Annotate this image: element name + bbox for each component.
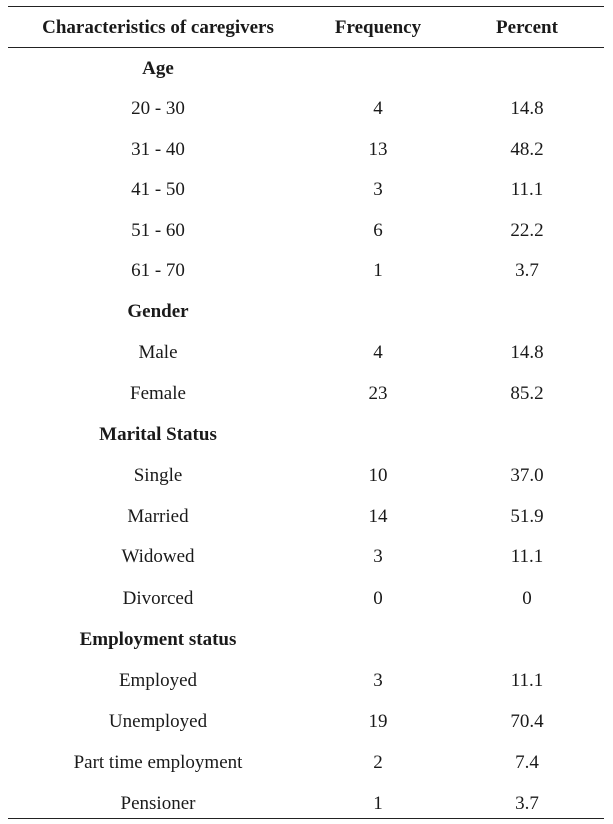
row-frequency: 0 [373,588,383,609]
row-percent: 3.7 [515,793,539,814]
header-characteristics: Characteristics of caregivers [42,17,274,38]
table-row [8,702,604,742]
table-bottom-rule [8,818,604,819]
table-row [8,89,604,129]
row-frequency: 6 [373,220,383,241]
section-title: Age [142,58,174,79]
row-frequency: 3 [373,179,383,200]
row-percent: 11.1 [510,546,544,567]
row-label: Part time employment [73,752,243,773]
row-label: Employed [118,670,198,691]
header-percent: Percent [496,17,558,38]
section-title: Employment status [79,629,237,650]
row-label: 51 - 60 [131,220,185,241]
row-frequency: 23 [368,383,388,404]
row-percent: 37.0 [510,465,544,486]
table-row [8,333,604,373]
row-label: Divorced [122,588,194,609]
section-heading-employment-status [8,620,604,660]
table-row [8,130,604,170]
header-frequency: Frequency [334,17,422,38]
table-row [8,743,604,783]
section-heading-age [8,49,604,89]
table-row [8,456,604,496]
section-heading-gender [8,292,604,332]
row-label: Pensioner [120,793,196,814]
row-percent: 7.4 [515,752,539,773]
row-frequency: 13 [368,139,388,160]
row-percent: 22.2 [510,220,544,241]
table-row [8,537,604,577]
row-frequency: 3 [373,546,383,567]
section-title: Marital Status [99,424,217,445]
table-row [8,497,604,537]
table-row [8,579,604,619]
row-frequency: 14 [368,506,388,527]
row-label: 31 - 40 [131,139,185,160]
table-row [8,374,604,414]
row-label: 61 - 70 [131,260,185,281]
row-percent: 51.9 [510,506,544,527]
row-label: 41 - 50 [131,179,185,200]
row-frequency: 1 [373,260,383,281]
row-frequency: 19 [368,711,388,732]
table-row [8,211,604,251]
section-heading-marital-status [8,415,604,455]
table-header-row [8,8,604,48]
row-frequency: 1 [373,793,383,814]
table-header-rule [8,47,604,48]
row-frequency: 4 [373,342,383,363]
row-frequency: 3 [373,670,383,691]
row-label: Married [127,506,189,527]
row-percent: 70.4 [510,711,544,732]
row-percent: 3.7 [515,260,539,281]
row-label: Single [133,465,183,486]
row-frequency: 2 [373,752,383,773]
row-frequency: 4 [373,98,383,119]
table-row [8,170,604,210]
row-label: Female [130,383,186,404]
row-label: Widowed [121,546,195,567]
section-title: Gender [127,301,189,322]
row-percent: 0 [522,588,532,609]
row-label: 20 - 30 [131,98,185,119]
row-percent: 14.8 [510,98,544,119]
caregiver-characteristics-table [8,0,612,822]
row-frequency: 10 [368,465,388,486]
row-percent: 11.1 [510,670,544,691]
table-row [8,661,604,701]
table-row [8,251,604,291]
row-label: Male [138,342,178,363]
row-percent: 14.8 [510,342,544,363]
row-percent: 85.2 [510,383,544,404]
row-label: Unemployed [108,711,208,732]
row-percent: 11.1 [510,179,544,200]
table-top-rule [8,6,604,7]
row-percent: 48.2 [510,139,544,160]
